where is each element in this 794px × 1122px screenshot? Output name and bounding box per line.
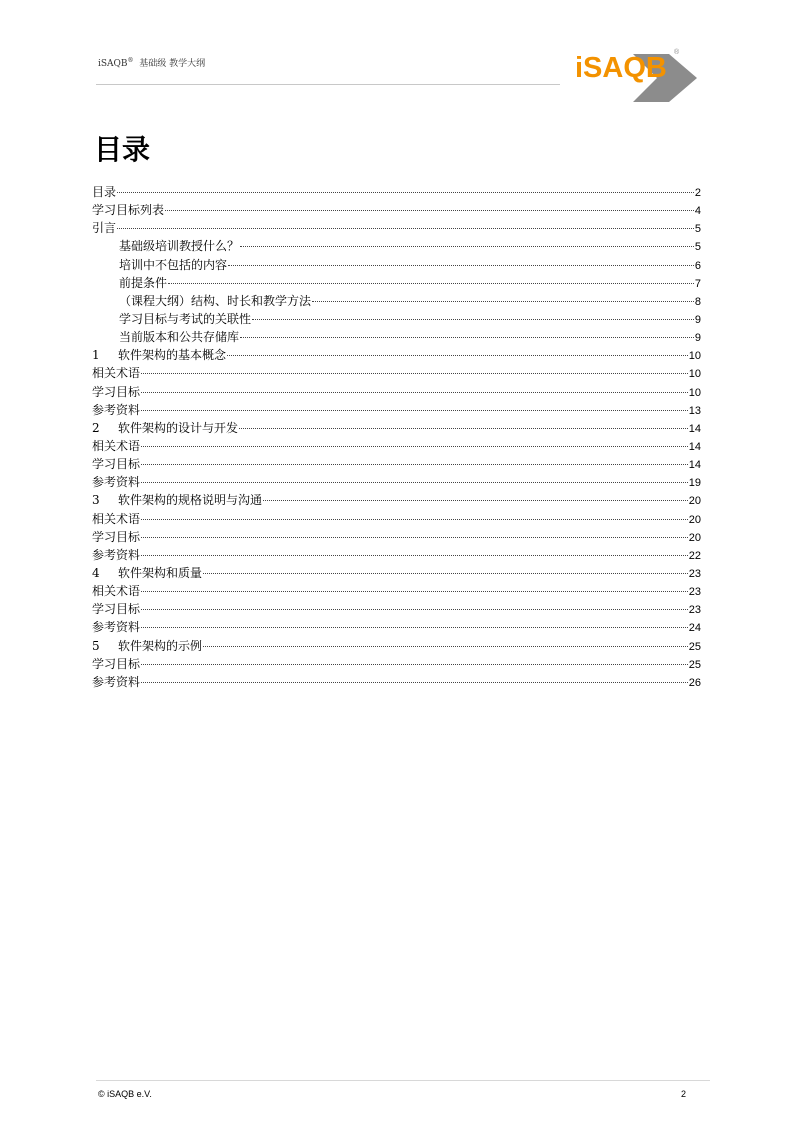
toc-entry-page: 20 [688,513,701,526]
toc-entry-label: 软件架构的设计与开发 [118,420,239,435]
toc-dot-leader [252,319,694,320]
toc-dot-leader [227,355,688,356]
toc-entry-page: 2 [694,187,701,199]
header-subtitle: 基础级 教学大纲 [139,59,206,69]
toc-entry[interactable] [92,383,701,401]
toc-entry-page: 23 [688,567,701,580]
toc-entry-label: 培训中不包括的内容 [119,257,228,272]
toc-entry-label: 目录 [92,185,117,199]
toc-entry-page: 14 [688,459,701,472]
toc-dot-leader [168,283,694,284]
toc-entry-label: 相关术语 [92,511,141,526]
toc-entry-label: 前提条件 [119,275,168,290]
toc-entry[interactable] [92,219,701,237]
toc-dot-leader [117,192,694,193]
toc-dot-leader [239,428,688,429]
toc-entry-page: 5 [694,241,701,254]
toc-entry-label: 参考资料 [92,674,141,689]
toc-entry-page: 19 [688,477,701,490]
toc-entry[interactable] [92,419,701,437]
toc-entry-label: 相关术语 [92,584,141,599]
toc-dot-leader [141,464,688,465]
toc-entry[interactable] [92,256,701,274]
toc-dot-leader [141,392,688,393]
footer-divider [96,1080,710,1081]
toc-entry[interactable] [92,491,701,509]
toc-entry-label: 学习目标与考试的关联性 [119,311,252,326]
toc-entry[interactable] [92,201,701,219]
toc-entry-label: 参考资料 [92,402,141,417]
toc-dot-leader [228,265,694,266]
toc-entry-page: 10 [688,350,701,363]
toc-entry[interactable] [92,510,701,528]
toc-dot-leader [141,482,688,483]
toc-entry[interactable] [92,473,701,491]
logo-reg-mark: ® [674,49,680,56]
toc-entry-page: 10 [688,386,701,399]
toc-dot-leader [141,682,688,683]
toc-dot-leader [240,246,694,247]
toc-entry[interactable] [92,655,701,673]
toc-entry-page: 5 [694,223,701,236]
toc-entry[interactable] [92,564,701,582]
toc-entry-page: 7 [694,277,701,290]
toc-entry-page: 26 [688,676,701,689]
logo-text: iSAQB [575,52,667,84]
toc-entry-page: 4 [694,205,701,218]
toc-entry-page: 20 [688,495,701,508]
toc-entry[interactable] [92,364,701,382]
header-brand: iSAQB [98,59,128,69]
toc-entry[interactable] [92,401,701,419]
toc-entry[interactable] [92,328,701,346]
toc-entry-label: 软件架构的基本概念 [118,348,227,363]
table-of-contents [92,183,701,691]
toc-entry-label: 学习目标 [92,529,141,544]
toc-entry-label: 相关术语 [92,366,141,381]
toc-entry-number: 5 [92,638,100,653]
toc-dot-leader [203,646,688,647]
toc-dot-leader [141,555,688,556]
toc-dot-leader [141,591,688,592]
toc-entry[interactable] [92,292,701,310]
footer-page-number: 2 [681,1089,687,1099]
toc-entry-label: 基础级培训教授什么？ [119,239,240,254]
toc-dot-leader [240,337,694,338]
toc-entry-page: 25 [688,640,701,653]
toc-entry[interactable] [92,310,701,328]
toc-entry-page: 20 [688,531,701,544]
toc-dot-leader [141,519,688,520]
toc-dot-leader [165,210,694,211]
toc-entry-label: 软件架构的规格说明与沟通 [118,493,263,508]
toc-entry[interactable] [92,237,701,255]
toc-entry[interactable] [92,528,701,546]
toc-dot-leader [141,410,688,411]
toc-entry-number: 1 [92,348,100,363]
toc-entry-page: 24 [688,622,701,635]
toc-entry-page: 23 [688,604,701,617]
toc-entry-label: 参考资料 [92,475,141,490]
footer-copyright: © iSAQB e.V. [98,1089,152,1099]
page-title: 目录 [94,133,151,166]
toc-entry[interactable] [92,618,701,636]
toc-entry-page: 10 [688,368,701,381]
toc-entry-number: 3 [92,493,100,508]
toc-entry[interactable] [92,546,701,564]
toc-entry-page: 8 [694,295,701,308]
toc-entry-page: 14 [688,422,701,435]
isaqb-logo [573,44,701,104]
running-header [98,56,205,69]
toc-entry-label: 学习目标 [92,656,141,671]
toc-entry-label: 参考资料 [92,547,141,562]
toc-entry-page: 23 [688,586,701,599]
toc-entry[interactable] [92,455,701,473]
toc-entry[interactable] [92,183,701,201]
toc-entry[interactable] [92,346,701,364]
toc-dot-leader [312,301,694,302]
toc-dot-leader [203,573,688,574]
toc-dot-leader [141,446,688,447]
toc-entry-page: 6 [694,259,701,272]
toc-dot-leader [117,228,694,229]
toc-entry[interactable] [92,274,701,292]
toc-entry-page: 22 [688,549,701,562]
toc-entry-label: 学习目标列表 [92,203,165,218]
toc-entry-number: 2 [92,420,100,435]
toc-entry-page: 9 [694,332,701,345]
toc-entry-page: 14 [688,440,701,453]
toc-entry-label: 学习目标 [92,384,141,399]
toc-dot-leader [141,664,688,665]
toc-dot-leader [263,500,688,501]
header-reg-mark: ® [127,57,134,64]
toc-dot-leader [141,537,688,538]
toc-entry[interactable] [92,673,701,691]
toc-entry-label: 引言 [92,221,117,236]
toc-entry-label: 学习目标 [92,602,141,617]
toc-entry[interactable] [92,600,701,618]
toc-entry-page: 9 [694,313,701,326]
toc-entry-page: 25 [688,658,701,671]
toc-dot-leader [141,373,688,374]
toc-entry-label: 学习目标 [92,457,141,472]
toc-entry[interactable] [92,582,701,600]
toc-entry-number: 4 [92,565,100,580]
toc-entry-label: 软件架构和质量 [118,565,203,580]
toc-entry-label: 参考资料 [92,620,141,635]
toc-entry-label: 当前版本和公共存储库 [119,330,240,345]
header-divider [96,84,560,85]
toc-dot-leader [141,609,688,610]
toc-entry[interactable] [92,637,701,655]
toc-entry-page: 13 [688,404,701,417]
toc-entry-label: 相关术语 [92,438,141,453]
toc-entry-label: 软件架构的示例 [118,638,203,653]
toc-entry[interactable] [92,437,701,455]
toc-entry-label: （课程大纲）结构、时长和教学方法 [119,293,312,308]
toc-dot-leader [141,627,688,628]
